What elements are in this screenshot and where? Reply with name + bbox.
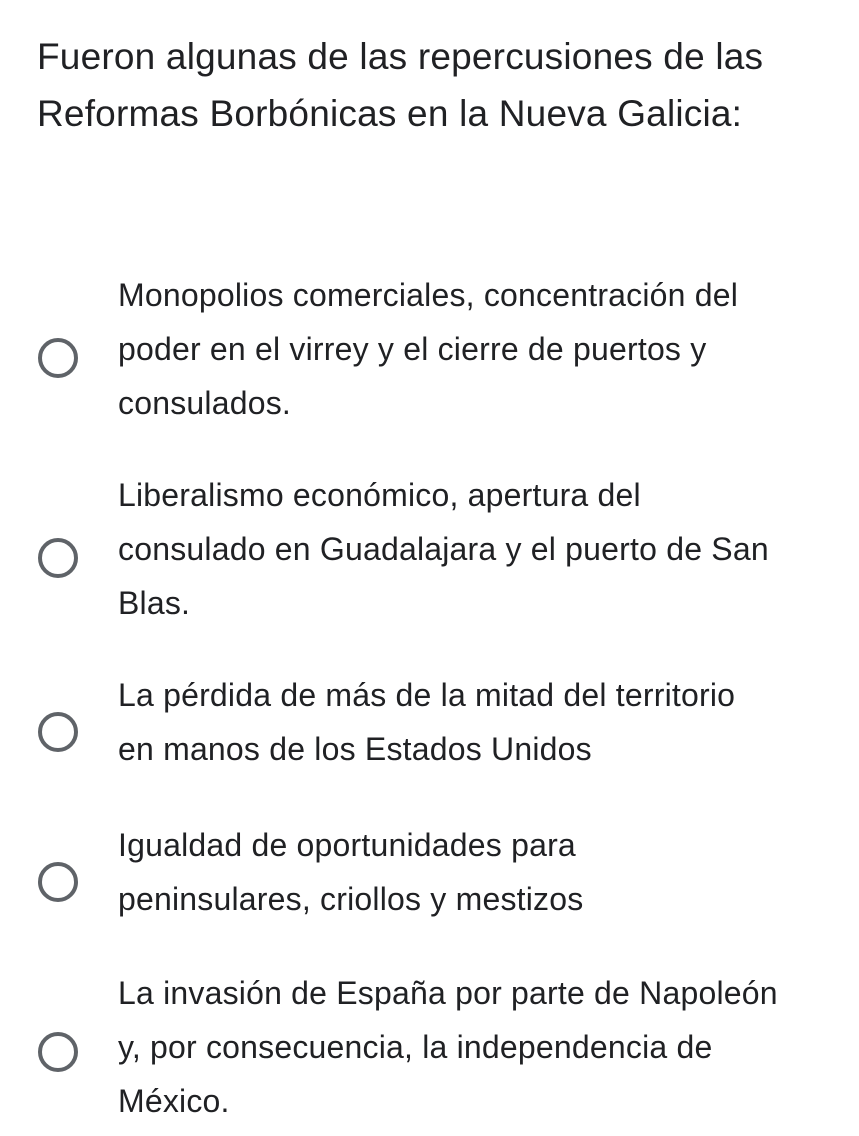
radio-button-icon[interactable]	[38, 712, 78, 752]
option-label: La invasión de España por parte de Napoleón y, por consecuencia, la independencia de México.	[118, 975, 778, 1119]
radio-button-icon[interactable]	[38, 1032, 78, 1072]
option-label: La pérdida de más de la mitad del territorio en manos de los Estados Unidos	[118, 677, 736, 767]
option-label: Igualdad de oportunidades para peninsulares, criollos y mestizos	[118, 827, 584, 917]
radio-button-icon[interactable]	[38, 338, 78, 378]
radio-button-icon[interactable]	[38, 862, 78, 902]
option-label: Monopolios comerciales, concentración del poder en el virrey y el cierre de puertos y consulados.	[118, 277, 739, 421]
question-text: Fueron algunas de las repercusiones de las Reformas Borbónicas en la Nueva Galicia:	[37, 36, 764, 134]
option-label: Liberalismo económico, apertura del consulado en Guadalajara y el puerto de San Blas.	[118, 477, 769, 621]
radio-button-icon[interactable]	[38, 538, 78, 578]
